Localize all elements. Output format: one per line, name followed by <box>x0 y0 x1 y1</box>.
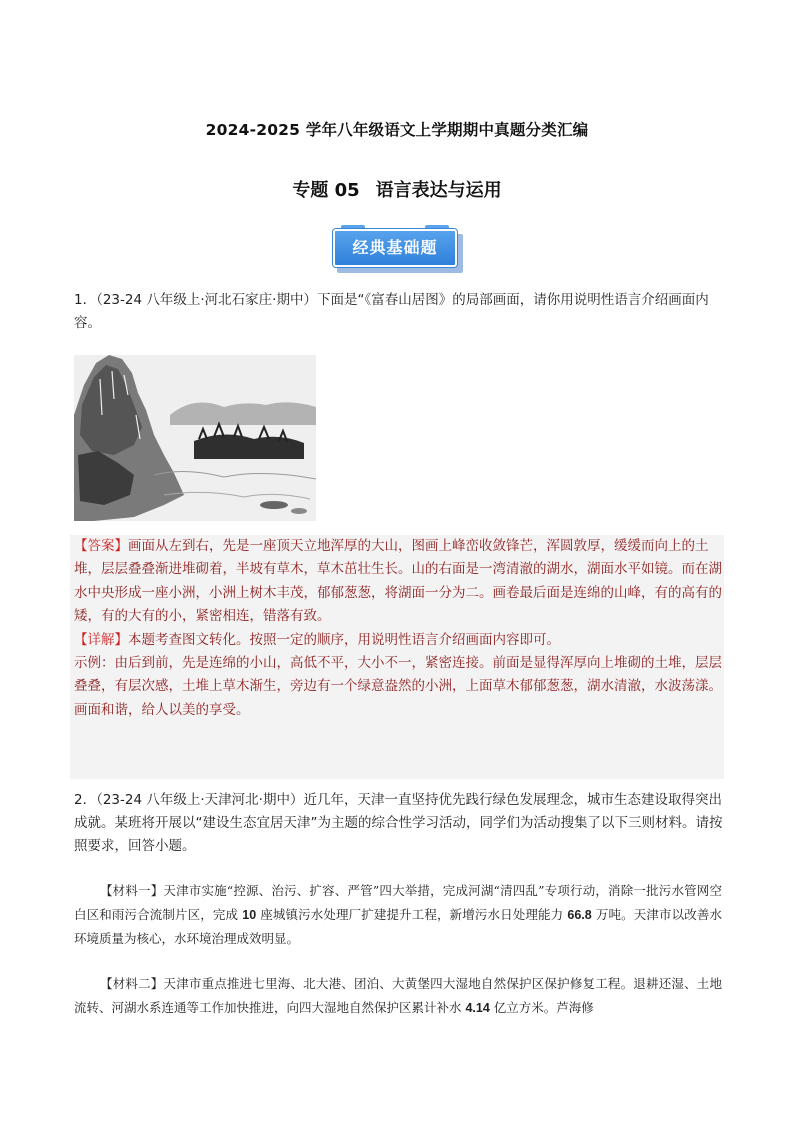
detail-tag: 【详解】 <box>74 631 128 648</box>
material-1-text-a: 天津市实施“控源、治污、扩容、严管”四大举措，完成河湖“清四乱”专项行动，消除一批污水管网空白区和雨污合流制片区，完成 <box>74 883 722 922</box>
material-2-tag: 【材料二】 <box>100 976 164 991</box>
document-title: 2024-2025 学年八年级语文上学期期中真题分类汇编 <box>205 121 589 139</box>
section-name: 语言表达与运用 <box>375 180 502 201</box>
material-2-text-b: 亿立方米。芦海修 <box>489 1000 594 1015</box>
answer-text: 画面从左到右，先是一座顶天立地浑厚的大山，图画上峰峦收敛锋芒，浑圆敦厚，缓缓而向上的土堆，层层叠叠渐进堆砌着，半坡有草木，草木茁壮生长。山的右面是一湾清澈的湖水，湖面水平如镜。而在湖水中央形成一座小洲，小洲上树木丰茂，郁郁葱葱，将湖面一分为二。画卷最后面是连绵的山峰，有的高有的矮，有的大有的小，紧密相连，错落有致。 <box>74 538 722 625</box>
section-number: 专题 05 <box>292 180 360 201</box>
badge-label: 经典基础题 <box>352 238 438 257</box>
material-1 <box>74 879 722 951</box>
question-1-prompt: （23-24 八年级上·河北石家庄·期中）下面是“《富春山居图》的局部画面，请你用说明性语言介绍画面内容。 <box>74 292 709 331</box>
question-2-number: 2． <box>74 792 97 808</box>
detail-text: 本题考查图文转化。按照一定的顺序，用说明性语言介绍画面内容即可。 <box>128 631 560 648</box>
material-1-text-c: 万吨。天津市以改善水环境质量为核心，水环境治理成效明显。 <box>74 907 722 946</box>
category-badge <box>333 229 463 273</box>
detail-paragraph <box>74 629 722 652</box>
answer-paragraph <box>74 535 722 629</box>
question-2 <box>74 789 734 858</box>
material-2-volume: 4.14 <box>465 1001 490 1015</box>
landscape-painting-icon <box>74 355 316 521</box>
question-1-number: 1． <box>74 292 97 308</box>
question-1 <box>74 289 734 335</box>
example-paragraph: 示例：由后到前，先是连绵的小山，高低不平，大小不一，紧密连接。前面是显得浑厚向上堆砌的土堆，层层叠叠，有层次感，土堆上草木渐生，旁边有一个绿意盎然的小洲，上面草木郁郁葱葱，湖水清澈，水波荡漾。画面和谐，给人以美的享受。 <box>74 655 722 718</box>
material-2-text-a: 天津市重点推进七里海、北大港、团泊、大黄堡四大湿地自然保护区保护修复工程。退耕还湿、土地流转、河湖水系连通等工作加快推进，向四大湿地自然保护区累计补水 <box>74 976 722 1015</box>
answer-tag: 【答案】 <box>74 538 128 554</box>
question-2-prompt: （23-24 八年级上·天津河北·期中）近几年，天津一直坚持优先践行绿色发展理念，城市生态建设取得突出成就。某班将开展以“建设生态宜居天津”为主题的综合性学习活动，同学们为活动搜集了以下三则材料。请按照要求，回答小题。 <box>74 792 723 854</box>
material-2 <box>74 972 722 1020</box>
section-title <box>0 176 794 202</box>
material-1-count: 10 <box>242 908 257 922</box>
material-1-capacity: 66.8 <box>567 908 592 922</box>
answer-block <box>74 535 722 722</box>
material-1-tag: 【材料一】 <box>100 883 164 898</box>
answer-section <box>74 535 722 722</box>
material-1-text-b: 座城镇污水处理厂扩建提升工程，新增污水日处理能力 <box>256 907 568 922</box>
